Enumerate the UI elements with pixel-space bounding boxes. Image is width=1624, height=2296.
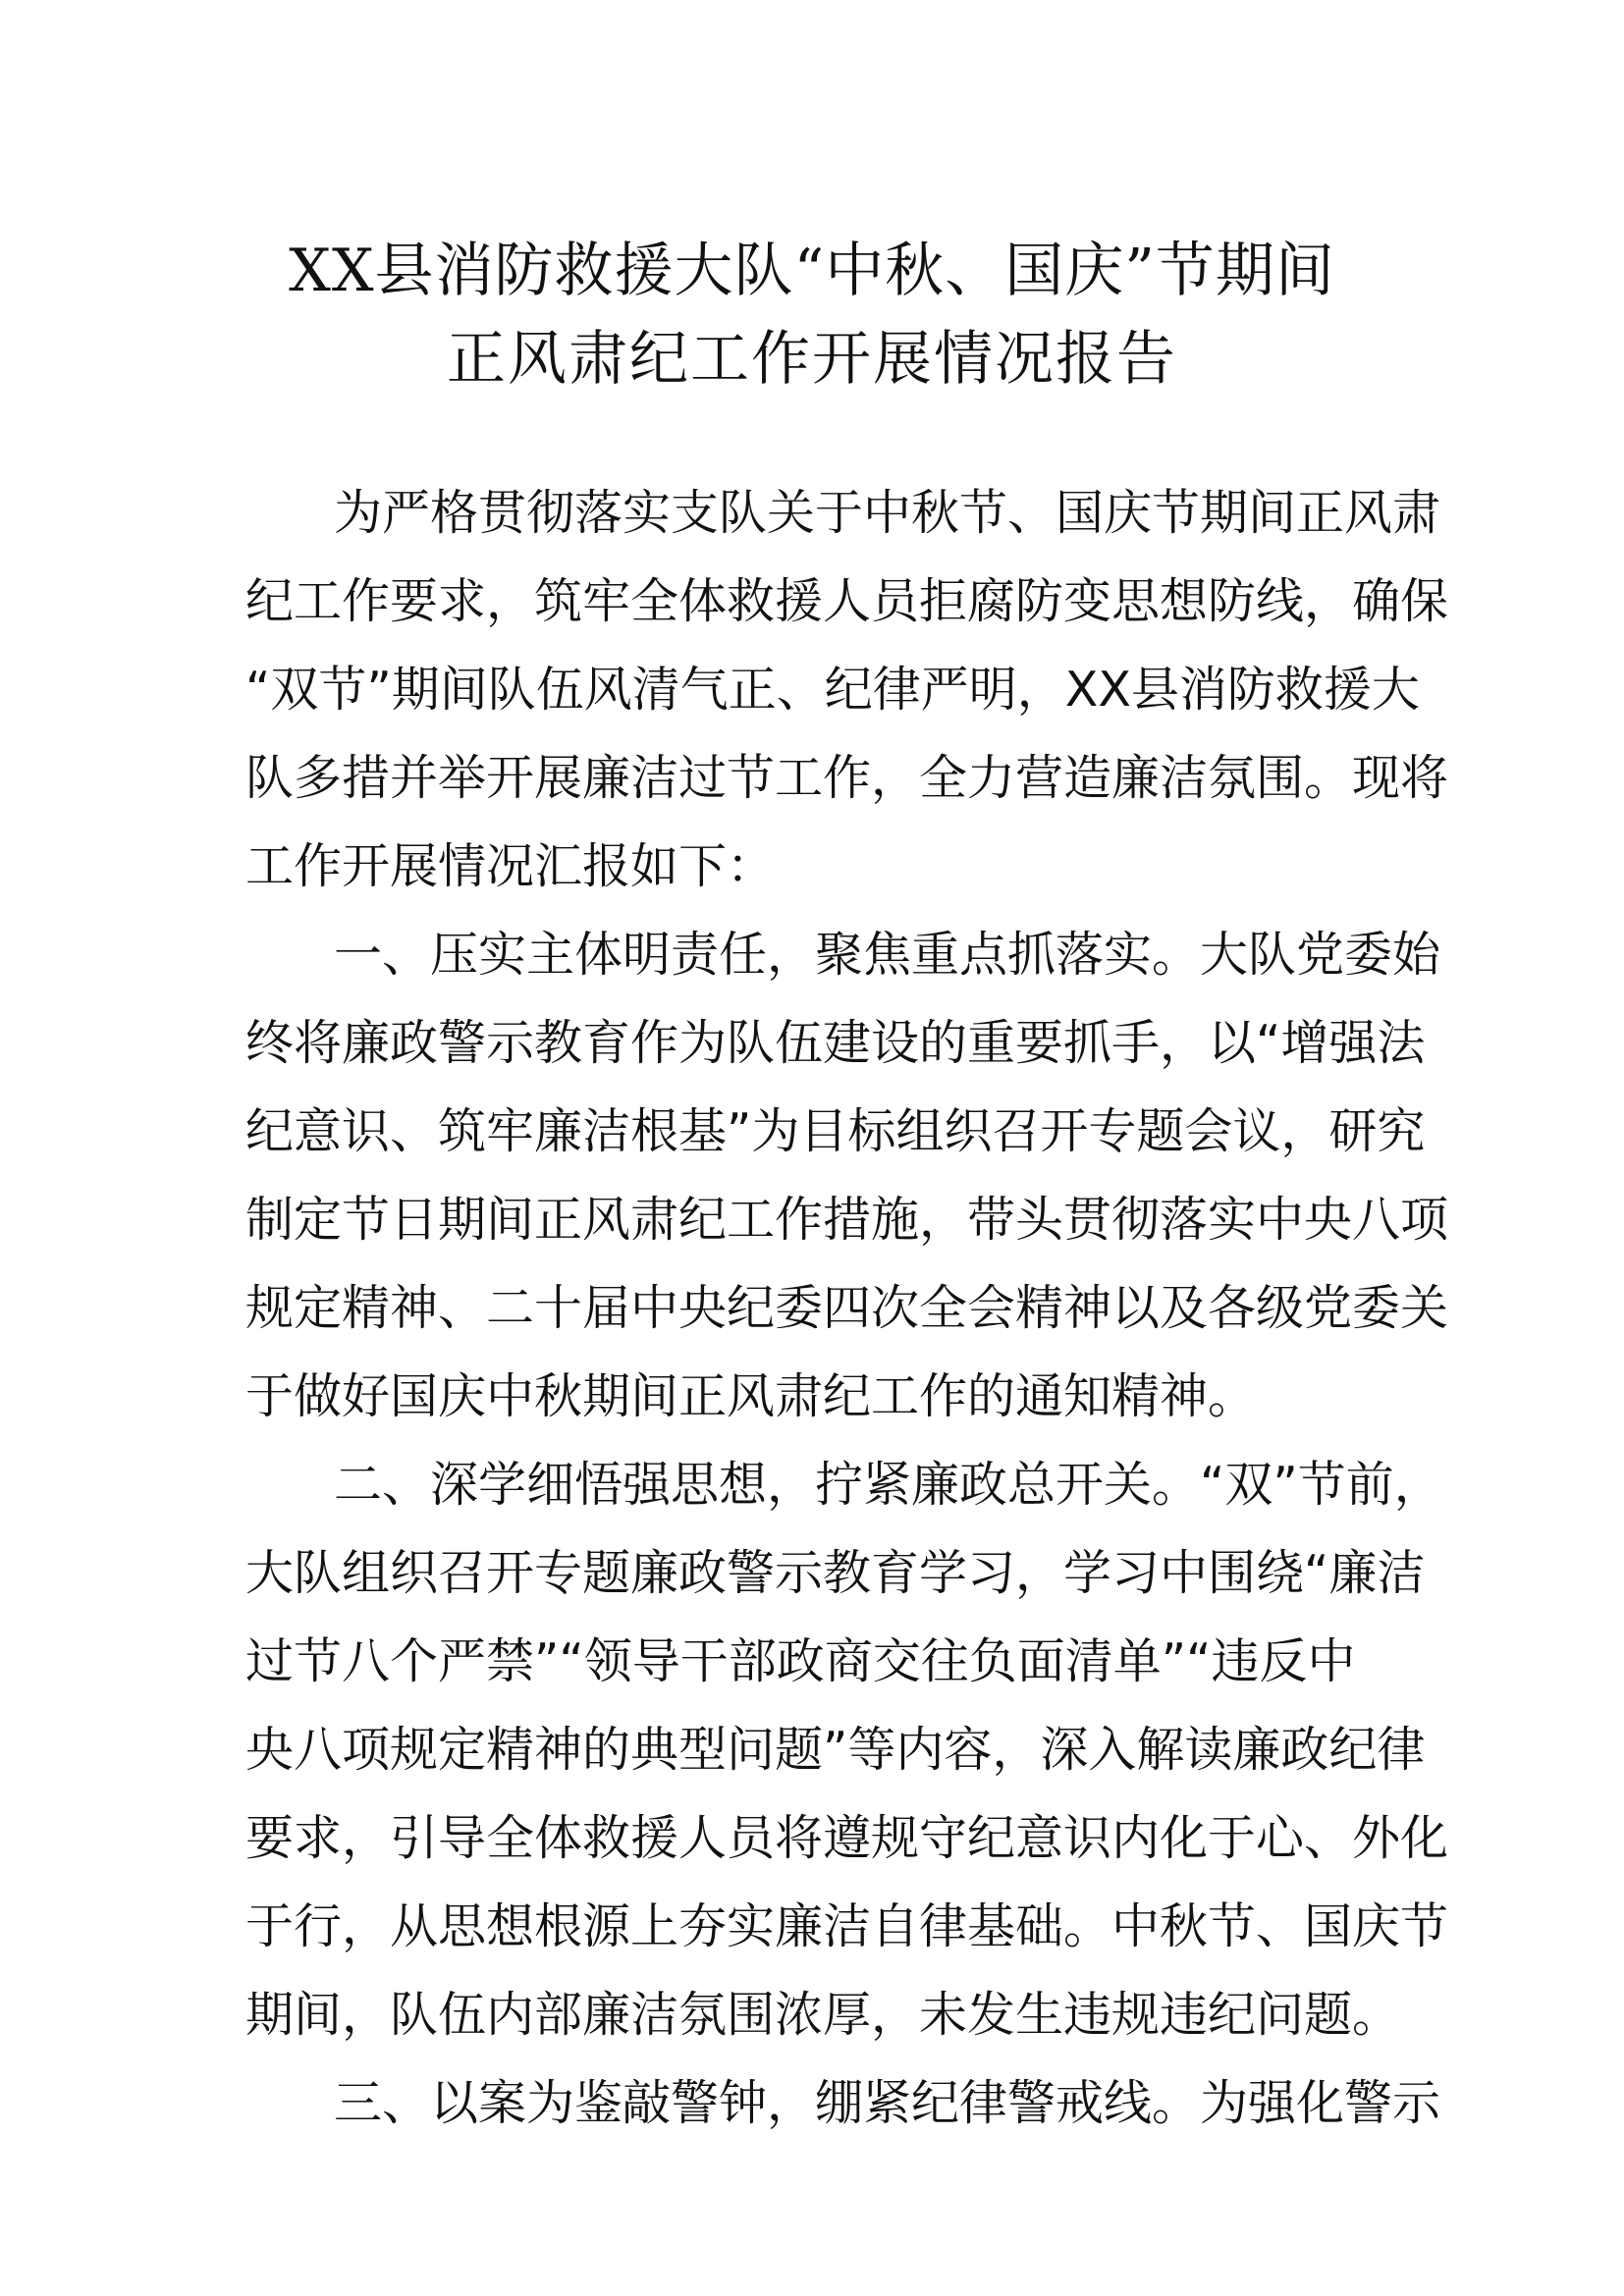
paragraph-section-1-line: 于做好国庆中秋期间正风肃纪工作的通知精神。 [245, 1368, 1257, 1424]
paragraph-section-1-line: 一、压实主体明责任，聚焦重点抓落实。大队党委始 [334, 927, 1441, 983]
paragraph-section-2-line: 央八项规定精神的典型问题”等内容，深入解读廉政纪律 [245, 1722, 1426, 1778]
document-title-line-1: XX县消防救援大队“中秋、国庆”节期间 [289, 237, 1335, 305]
paragraph-section-2-line: 二、深学细悟强思想，拧紧廉政总开关。“双”节前， [334, 1457, 1442, 1513]
paragraph-section-1-line: 制定节日期间正风肃纪工作措施，带头贯彻落实中央八项 [245, 1192, 1449, 1248]
paragraph-section-2-line: 期间，队伍内部廉洁氛围浓厚，未发生违规违纪问题。 [245, 1987, 1401, 2043]
paragraph-section-3-line: 三、以案为鉴敲警钟，绷紧纪律警戒线。为强化警示 [334, 2075, 1441, 2131]
paragraph-section-2-line: 于行，从思想根源上夯实廉洁自律基础。中秋节、国庆节 [245, 1898, 1449, 1954]
paragraph-intro-line: “双节”期间队伍风清气正、纪律严明，XX县消防救援大 [245, 662, 1420, 718]
paragraph-section-2-line: 要求，引导全体救援人员将遵规守纪意识内化于心、外化 [245, 1810, 1449, 1866]
paragraph-section-1-line: 规定精神、二十届中央纪委四次全会精神以及各级党委关 [245, 1280, 1449, 1336]
document-title-line-2: 正风肃纪工作开展情况报告 [447, 325, 1177, 394]
paragraph-section-1-line: 纪意识、筑牢廉洁根基”为目标组织召开专题会议，研究 [245, 1103, 1426, 1159]
paragraph-intro-line: 队多措并举开展廉洁过节工作，全力营造廉洁氛围。现将 [245, 750, 1449, 806]
paragraph-section-1-line: 终将廉政警示教育作为队伍建设的重要抓手，以“增强法 [245, 1015, 1426, 1071]
paragraph-section-2-line: 过节八个严禁”“领导干部政商交往负面清单”“违反中 [245, 1633, 1356, 1689]
paragraph-section-2-line: 大队组织召开专题廉政警示教育学习，学习中围绕“廉洁 [245, 1545, 1426, 1601]
paragraph-intro-line: 为严格贯彻落实支队关于中秋节、国庆节期间正风肃 [334, 485, 1441, 541]
paragraph-intro-line: 纪工作要求，筑牢全体救援人员拒腐防变思想防线，确保 [245, 573, 1449, 629]
paragraph-intro-line: 工作开展情况汇报如下： [245, 838, 776, 894]
